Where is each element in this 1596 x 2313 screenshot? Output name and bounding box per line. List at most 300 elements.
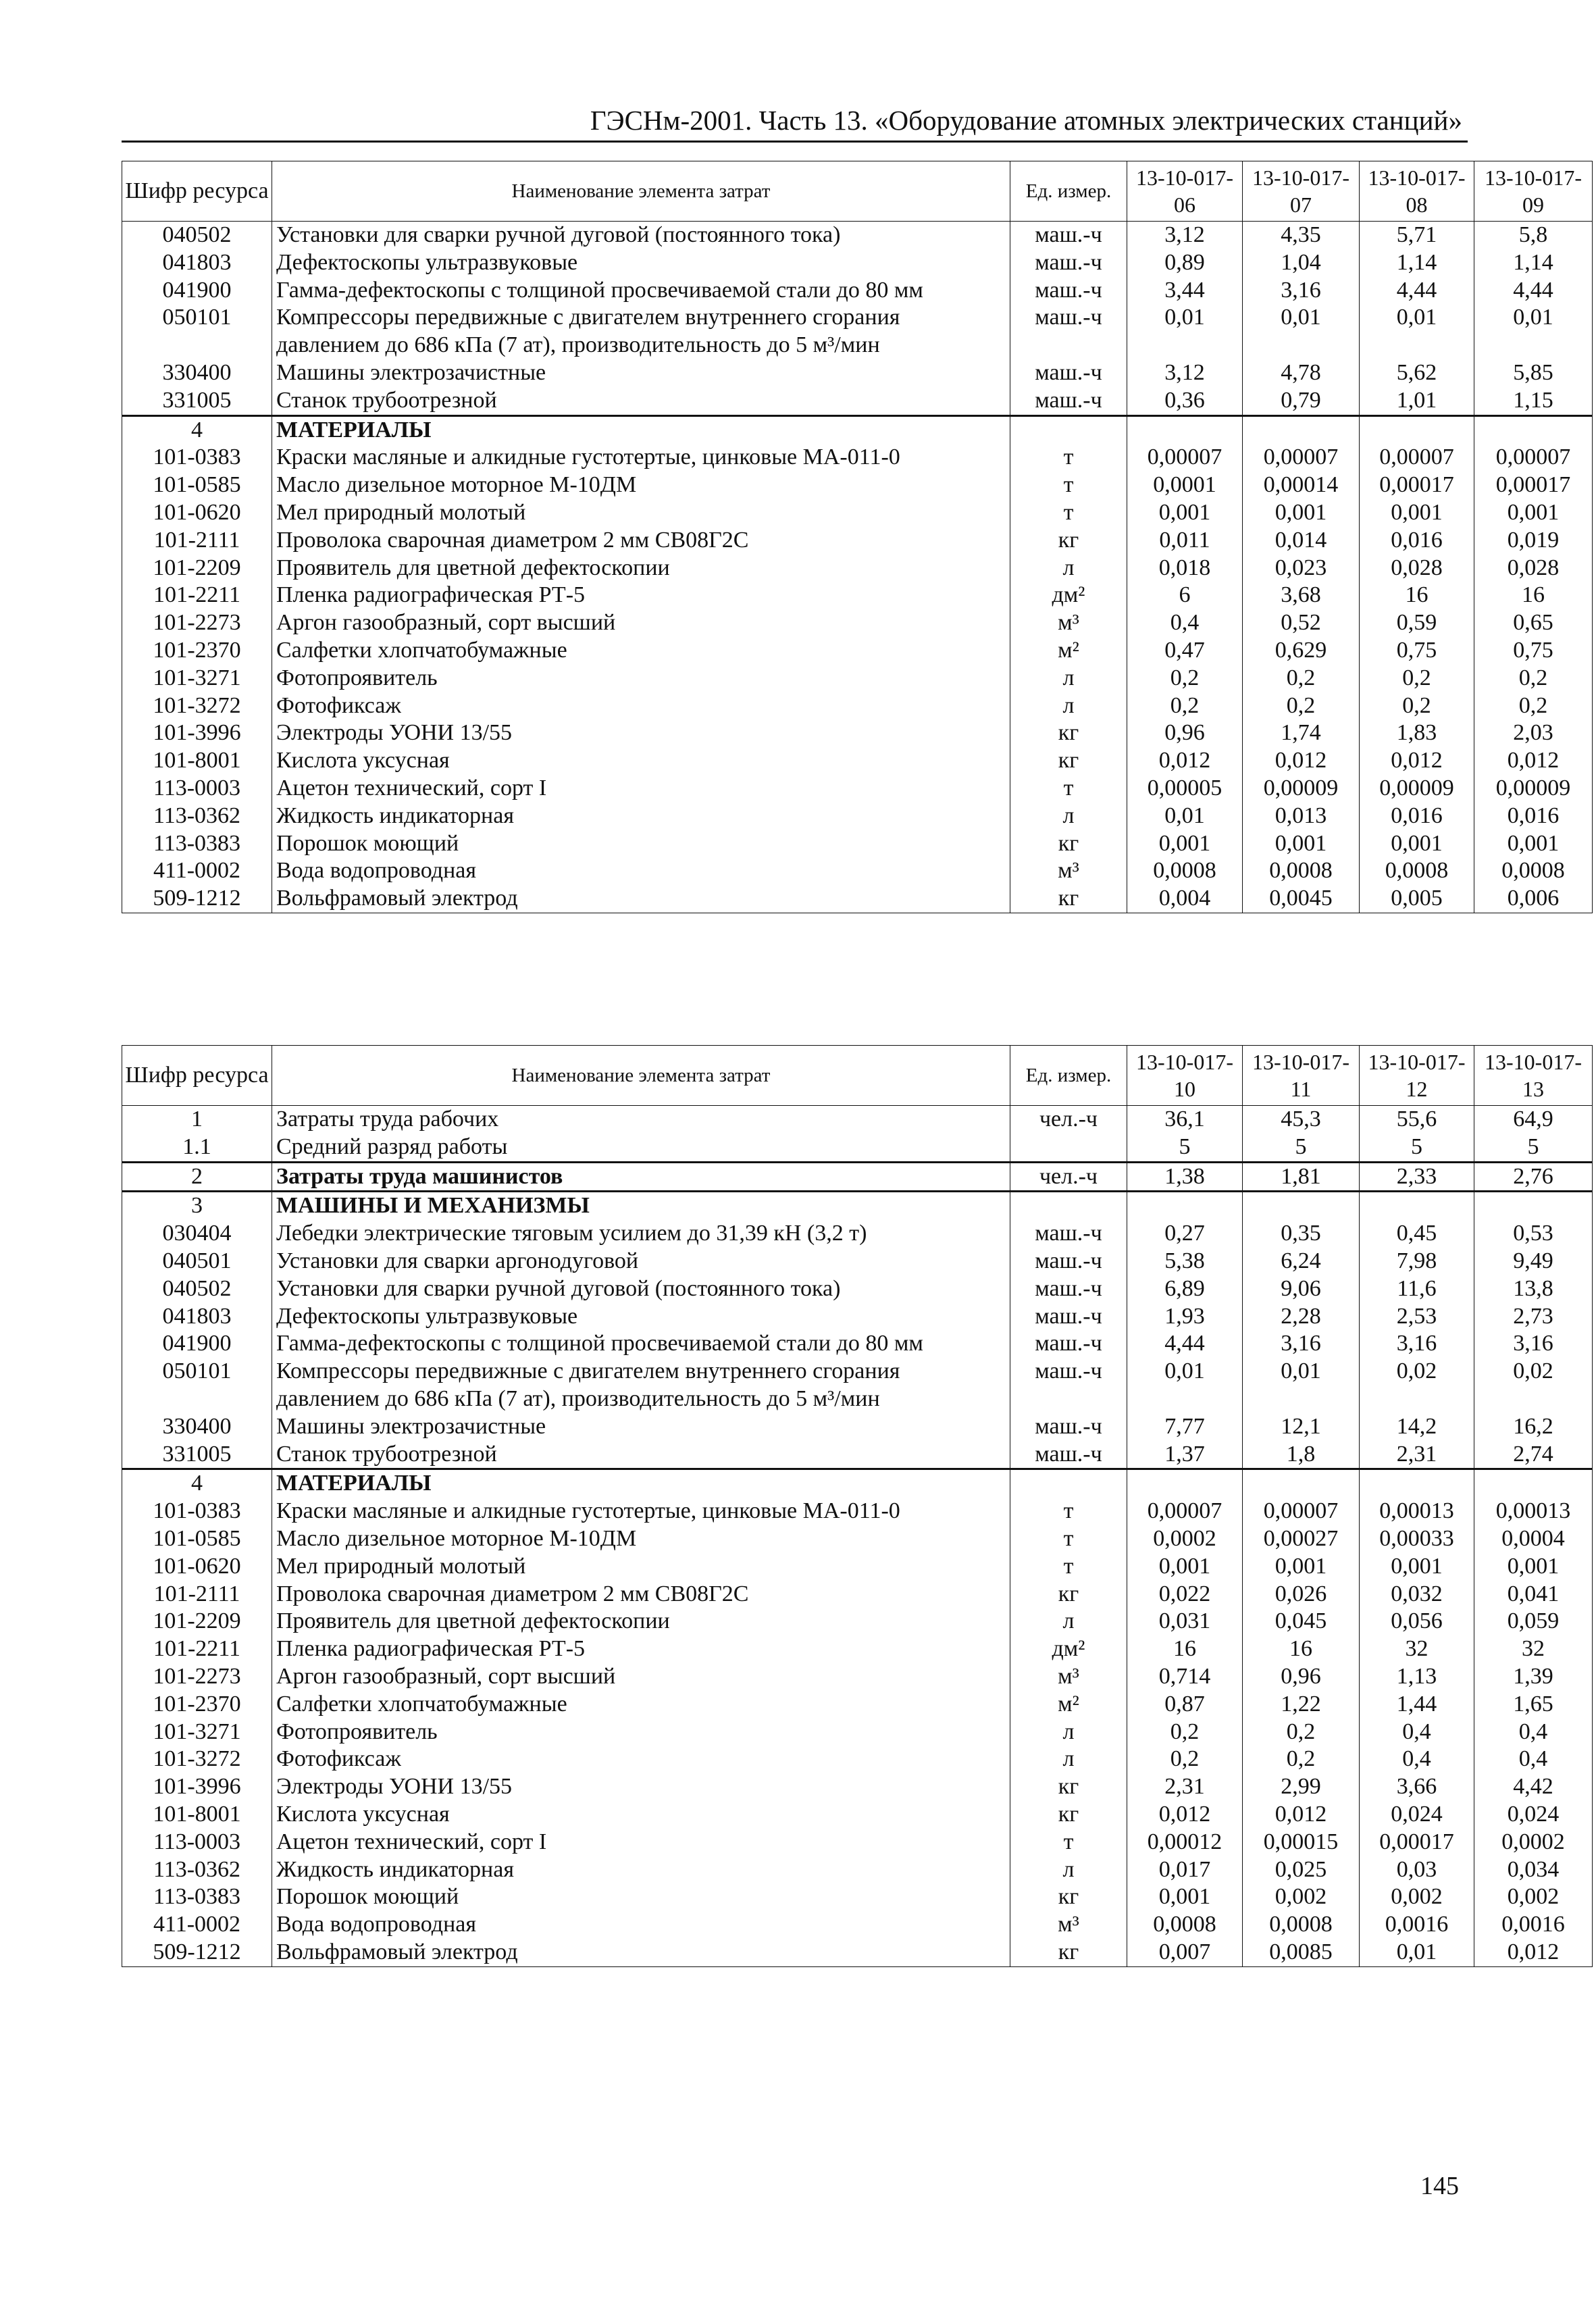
norm-value: 7,98 bbox=[1360, 1248, 1474, 1275]
unit-of-measure: чел.-ч bbox=[1010, 1106, 1127, 1134]
cost-element-name: Дефектоскопы ультразвуковые bbox=[272, 249, 1010, 277]
resource-code: 101-2111 bbox=[122, 527, 272, 555]
table-row bbox=[122, 747, 1593, 775]
table-row bbox=[122, 1275, 1593, 1303]
norm-value: 0,03 bbox=[1360, 1856, 1474, 1884]
norm-value: 0,011 bbox=[1127, 527, 1243, 555]
norm-value: 0,00007 bbox=[1360, 444, 1474, 472]
norm-value: 0,031 bbox=[1127, 1608, 1243, 1635]
norm-value: 1,14 bbox=[1360, 249, 1474, 277]
cost-element-name: Станок трубоотрезной bbox=[272, 387, 1010, 415]
norm-value: 0,0016 bbox=[1360, 1911, 1474, 1939]
resource-code: 3 bbox=[122, 1192, 272, 1220]
table-body bbox=[122, 222, 1593, 913]
norm-value: 0,27 bbox=[1127, 1220, 1243, 1248]
norm-value: 0,2 bbox=[1127, 1746, 1243, 1773]
norm-value: 0,00009 bbox=[1243, 775, 1360, 803]
resource-code: 101-8001 bbox=[122, 747, 272, 775]
norm-value: 0,2 bbox=[1127, 692, 1243, 720]
norm-value: 0,96 bbox=[1243, 1663, 1360, 1691]
norm-value: 0,2 bbox=[1243, 692, 1360, 720]
table-row bbox=[122, 1106, 1593, 1134]
norm-value: 0,35 bbox=[1243, 1220, 1360, 1248]
norm-value: 2,03 bbox=[1474, 719, 1593, 747]
resource-code: 101-0585 bbox=[122, 1525, 272, 1553]
header-title: ГЭСНм-2001. Часть 13. «Оборудование атомных электрических станций» bbox=[590, 105, 1462, 136]
table-row bbox=[122, 1911, 1593, 1939]
cost-element-name: Салфетки хлопчатобумажные bbox=[272, 637, 1010, 665]
norm-value: 0,53 bbox=[1474, 1220, 1593, 1248]
resource-code: 101-0620 bbox=[122, 1553, 272, 1581]
norm-value: 0,4 bbox=[1360, 1746, 1474, 1773]
column-header-code: Шифр ресурса bbox=[122, 1046, 272, 1106]
table-row bbox=[122, 499, 1593, 527]
unit-of-measure: маш.-ч bbox=[1010, 1275, 1127, 1303]
column-header-code: Шифр ресурса bbox=[122, 161, 272, 222]
norm-value: 0,022 bbox=[1127, 1581, 1243, 1608]
unit-of-measure: т bbox=[1010, 444, 1127, 472]
norm-value: 0,00017 bbox=[1474, 472, 1593, 499]
norm-value: 2,28 bbox=[1243, 1303, 1360, 1331]
norm-value: 3,68 bbox=[1243, 582, 1360, 609]
norm-value bbox=[1243, 415, 1360, 444]
norm-value: 2,74 bbox=[1474, 1441, 1593, 1469]
norm-value: 0,2 bbox=[1474, 665, 1593, 692]
cost-element-name: МАТЕРИАЛЫ bbox=[272, 415, 1010, 444]
norm-value: 3,16 bbox=[1243, 277, 1360, 305]
norm-value: 0,59 bbox=[1360, 609, 1474, 637]
norm-value: 0,0008 bbox=[1360, 857, 1474, 885]
resource-code: 101-3996 bbox=[122, 1773, 272, 1801]
norm-value: 0,00009 bbox=[1360, 775, 1474, 803]
unit-of-measure: т bbox=[1010, 1498, 1127, 1525]
column-header-norm bbox=[1127, 1046, 1243, 1106]
resource-code: 411-0002 bbox=[122, 857, 272, 885]
unit-of-measure: м³ bbox=[1010, 1663, 1127, 1691]
resource-code: 509-1212 bbox=[122, 1939, 272, 1966]
unit-of-measure: м² bbox=[1010, 1691, 1127, 1719]
cost-element-name: Вольфрамовый электрод bbox=[272, 885, 1010, 913]
norm-value: 0,013 bbox=[1243, 803, 1360, 830]
norm-value: 0,36 bbox=[1127, 387, 1243, 415]
table-row bbox=[122, 1856, 1593, 1884]
norm-value: 0,02 bbox=[1474, 1358, 1593, 1413]
table-row bbox=[122, 472, 1593, 499]
unit-of-measure: т bbox=[1010, 1525, 1127, 1553]
cost-element-name: Фотофиксаж bbox=[272, 692, 1010, 720]
norm-value: 0,023 bbox=[1243, 555, 1360, 582]
norm-value: 45,3 bbox=[1243, 1106, 1360, 1134]
resource-table-017-06-09 bbox=[122, 161, 1593, 913]
norm-value: 0,001 bbox=[1474, 499, 1593, 527]
norm-value: 1,22 bbox=[1243, 1691, 1360, 1719]
resource-code: 113-0362 bbox=[122, 1856, 272, 1884]
unit-of-measure: маш.-ч bbox=[1010, 1303, 1127, 1331]
norm-value: 16 bbox=[1243, 1635, 1360, 1663]
norm-value bbox=[1474, 1192, 1593, 1220]
cost-element-name: Установки для сварки аргонодуговой bbox=[272, 1248, 1010, 1275]
page-number: 145 bbox=[1420, 2172, 1459, 2200]
table-row bbox=[122, 719, 1593, 747]
resource-code: 101-2273 bbox=[122, 609, 272, 637]
norm-value: 0,0008 bbox=[1127, 857, 1243, 885]
unit-of-measure: т bbox=[1010, 472, 1127, 499]
norm-value: 6,24 bbox=[1243, 1248, 1360, 1275]
norm-value: 4,42 bbox=[1474, 1773, 1593, 1801]
norm-value bbox=[1474, 1469, 1593, 1498]
norm-value: 1,13 bbox=[1360, 1663, 1474, 1691]
table-row bbox=[122, 1248, 1593, 1275]
table-row bbox=[122, 1220, 1593, 1248]
table-row bbox=[122, 1358, 1593, 1413]
norm-value: 0,0008 bbox=[1243, 1911, 1360, 1939]
norm-value bbox=[1360, 1469, 1474, 1498]
norm-value: 5 bbox=[1474, 1134, 1593, 1162]
norm-value: 1,93 bbox=[1127, 1303, 1243, 1331]
norm-value: 0,001 bbox=[1243, 1553, 1360, 1581]
table-row bbox=[122, 582, 1593, 609]
cost-element-name: Ацетон технический, сорт I bbox=[272, 1829, 1010, 1856]
cost-element-name: Пленка радиографическая РТ-5 bbox=[272, 1635, 1010, 1663]
unit-of-measure: кг bbox=[1010, 1801, 1127, 1829]
unit-of-measure: маш.-ч bbox=[1010, 1413, 1127, 1441]
column-header-name: Наименование элемента затрат bbox=[272, 161, 1010, 222]
cost-element-name: Компрессоры передвижные с двигателем внутреннего сгорания давлением до 686 кПа (7 ат), производительность до 5 м³/мин bbox=[272, 1358, 1010, 1413]
table-row bbox=[122, 692, 1593, 720]
resource-code: 1 bbox=[122, 1106, 272, 1134]
norm-value: 0,0008 bbox=[1127, 1911, 1243, 1939]
norm-value bbox=[1360, 1192, 1474, 1220]
norm-value: 0,001 bbox=[1474, 1553, 1593, 1581]
norm-value: 0,01 bbox=[1127, 1358, 1243, 1413]
norm-value: 5,38 bbox=[1127, 1248, 1243, 1275]
norm-value: 1,8 bbox=[1243, 1441, 1360, 1469]
norm-value: 0,00012 bbox=[1127, 1829, 1243, 1856]
norm-value: 0,01 bbox=[1360, 304, 1474, 359]
norm-value: 6 bbox=[1127, 582, 1243, 609]
resource-code: 041803 bbox=[122, 1303, 272, 1331]
norm-value: 0,017 bbox=[1127, 1856, 1243, 1884]
table-row bbox=[122, 1581, 1593, 1608]
norm-value: 0,0008 bbox=[1243, 857, 1360, 885]
norm-value: 0,012 bbox=[1127, 747, 1243, 775]
running-header bbox=[122, 95, 1468, 143]
norm-value: 0,056 bbox=[1360, 1608, 1474, 1635]
cost-element-name: Жидкость индикаторная bbox=[272, 803, 1010, 830]
cost-element-name: Масло дизельное моторное М-10ДМ bbox=[272, 472, 1010, 499]
resource-code: 041803 bbox=[122, 249, 272, 277]
norm-value: 0,0004 bbox=[1474, 1525, 1593, 1553]
resource-code: 101-0620 bbox=[122, 499, 272, 527]
resource-code: 113-0003 bbox=[122, 775, 272, 803]
norm-value: 0,001 bbox=[1243, 499, 1360, 527]
norm-value: 36,1 bbox=[1127, 1106, 1243, 1134]
cost-element-name: Дефектоскопы ультразвуковые bbox=[272, 1303, 1010, 1331]
norm-value: 4,44 bbox=[1474, 277, 1593, 305]
unit-of-measure: м³ bbox=[1010, 857, 1127, 885]
cost-element-name: Фотофиксаж bbox=[272, 1746, 1010, 1773]
norm-value: 0,012 bbox=[1474, 747, 1593, 775]
resource-code: 113-0003 bbox=[122, 1829, 272, 1856]
norm-value: 0,75 bbox=[1360, 637, 1474, 665]
column-header-unit: Ед. измер. bbox=[1010, 161, 1127, 222]
cost-element-name: Машины электрозачистные bbox=[272, 359, 1010, 387]
resource-code: 101-8001 bbox=[122, 1801, 272, 1829]
norm-value: 1,14 bbox=[1474, 249, 1593, 277]
resource-code: 040502 bbox=[122, 222, 272, 249]
norm-value: 0,012 bbox=[1243, 747, 1360, 775]
norm-value: 1,81 bbox=[1243, 1162, 1360, 1192]
resource-code: 041900 bbox=[122, 277, 272, 305]
unit-of-measure: маш.-ч bbox=[1010, 222, 1127, 249]
norm-value: 0,0045 bbox=[1243, 885, 1360, 913]
table-row bbox=[122, 1303, 1593, 1331]
norm-value: 0,0002 bbox=[1474, 1829, 1593, 1856]
unit-of-measure: маш.-ч bbox=[1010, 277, 1127, 305]
resource-code: 101-2370 bbox=[122, 637, 272, 665]
resource-code: 101-2209 bbox=[122, 555, 272, 582]
unit-of-measure: л bbox=[1010, 692, 1127, 720]
norm-value: 0,0016 bbox=[1474, 1911, 1593, 1939]
cost-element-name: Проволока сварочная диаметром 2 мм СВ08Г2С bbox=[272, 1581, 1010, 1608]
resource-table-017-10-13 bbox=[122, 1045, 1593, 1967]
norm-value: 0,018 bbox=[1127, 555, 1243, 582]
unit-of-measure: л bbox=[1010, 1608, 1127, 1635]
resource-code: 041900 bbox=[122, 1330, 272, 1358]
table-row bbox=[122, 304, 1593, 359]
resource-code: 101-3271 bbox=[122, 665, 272, 692]
resource-code: 101-2273 bbox=[122, 1663, 272, 1691]
norm-value: 0,001 bbox=[1127, 499, 1243, 527]
unit-of-measure: кг bbox=[1010, 1939, 1127, 1966]
norm-value bbox=[1127, 1192, 1243, 1220]
unit-of-measure: кг bbox=[1010, 747, 1127, 775]
table-row bbox=[122, 387, 1593, 415]
unit-of-measure bbox=[1010, 1192, 1127, 1220]
norm-value: 0,00013 bbox=[1474, 1498, 1593, 1525]
norm-value: 0,028 bbox=[1360, 555, 1474, 582]
cost-element-name: Масло дизельное моторное М-10ДМ bbox=[272, 1525, 1010, 1553]
norm-value: 6,89 bbox=[1127, 1275, 1243, 1303]
cost-element-name: Аргон газообразный, сорт высший bbox=[272, 1663, 1010, 1691]
norm-value: 0,002 bbox=[1474, 1883, 1593, 1911]
unit-of-measure: т bbox=[1010, 775, 1127, 803]
norm-value: 1,01 bbox=[1360, 387, 1474, 415]
norm-value: 0,52 bbox=[1243, 609, 1360, 637]
norm-value: 0,65 bbox=[1474, 609, 1593, 637]
section-row bbox=[122, 415, 1593, 444]
norm-value: 2,73 bbox=[1474, 1303, 1593, 1331]
cost-element-name: Гамма-дефектоскопы с толщиной просвечиваемой стали до 80 мм bbox=[272, 277, 1010, 305]
unit-of-measure: маш.-ч bbox=[1010, 359, 1127, 387]
cost-element-name: Электроды УОНИ 13/55 bbox=[272, 1773, 1010, 1801]
unit-of-measure: кг bbox=[1010, 527, 1127, 555]
norm-code: 13-10-017-09 bbox=[1485, 166, 1582, 217]
resource-code: 411-0002 bbox=[122, 1911, 272, 1939]
norm-value: 0,4 bbox=[1474, 1719, 1593, 1746]
table-row bbox=[122, 359, 1593, 387]
cost-element-name: Затраты труда рабочих bbox=[272, 1106, 1010, 1134]
norm-value: 14,2 bbox=[1360, 1413, 1474, 1441]
norm-value: 1,83 bbox=[1360, 719, 1474, 747]
norm-value: 1,04 bbox=[1243, 249, 1360, 277]
norm-value: 0,001 bbox=[1243, 830, 1360, 858]
norm-value: 0,2 bbox=[1474, 692, 1593, 720]
section-row bbox=[122, 1162, 1593, 1192]
resource-code: 101-3271 bbox=[122, 1719, 272, 1746]
norm-value: 1,37 bbox=[1127, 1441, 1243, 1469]
cost-element-name: Салфетки хлопчатобумажные bbox=[272, 1691, 1010, 1719]
resource-code: 050101 bbox=[122, 1358, 272, 1413]
norm-value: 0,87 bbox=[1127, 1691, 1243, 1719]
table-row bbox=[122, 1883, 1593, 1911]
table-row bbox=[122, 1773, 1593, 1801]
norm-value: 4,35 bbox=[1243, 222, 1360, 249]
norm-value: 0,2 bbox=[1243, 665, 1360, 692]
cost-element-name: Средний разряд работы bbox=[272, 1134, 1010, 1162]
norm-value: 3,12 bbox=[1127, 222, 1243, 249]
resource-code: 101-2370 bbox=[122, 1691, 272, 1719]
table-row bbox=[122, 1330, 1593, 1358]
table-row bbox=[122, 1746, 1593, 1773]
cost-element-name: Краски масляные и алкидные густотертые, цинковые МА-011-0 bbox=[272, 1498, 1010, 1525]
norm-value: 0,002 bbox=[1243, 1883, 1360, 1911]
table-row bbox=[122, 1441, 1593, 1469]
cost-element-name: Ацетон технический, сорт I bbox=[272, 775, 1010, 803]
norm-value: 5,85 bbox=[1474, 359, 1593, 387]
norm-value: 0,059 bbox=[1474, 1608, 1593, 1635]
norm-value: 1,38 bbox=[1127, 1162, 1243, 1192]
unit-of-measure: л bbox=[1010, 665, 1127, 692]
unit-of-measure: м² bbox=[1010, 637, 1127, 665]
norm-value: 0,2 bbox=[1360, 692, 1474, 720]
norm-value: 0,001 bbox=[1360, 830, 1474, 858]
norm-value: 9,49 bbox=[1474, 1248, 1593, 1275]
resource-code: 040501 bbox=[122, 1248, 272, 1275]
table-row bbox=[122, 1413, 1593, 1441]
norm-value: 0,47 bbox=[1127, 637, 1243, 665]
unit-of-measure: кг bbox=[1010, 830, 1127, 858]
norm-value: 0,00013 bbox=[1360, 1498, 1474, 1525]
norm-value: 55,6 bbox=[1360, 1106, 1474, 1134]
norm-value: 0,014 bbox=[1243, 527, 1360, 555]
norm-value: 0,4 bbox=[1127, 609, 1243, 637]
table-row bbox=[122, 1829, 1593, 1856]
norm-value: 0,016 bbox=[1360, 803, 1474, 830]
resource-code: 101-0383 bbox=[122, 1498, 272, 1525]
unit-of-measure: дм² bbox=[1010, 582, 1127, 609]
norm-value: 2,53 bbox=[1360, 1303, 1474, 1331]
unit-of-measure: маш.-ч bbox=[1010, 1220, 1127, 1248]
table-row bbox=[122, 1608, 1593, 1635]
norm-value: 0,025 bbox=[1243, 1856, 1360, 1884]
resource-code: 101-2209 bbox=[122, 1608, 272, 1635]
unit-of-measure: л bbox=[1010, 1746, 1127, 1773]
unit-of-measure: л bbox=[1010, 1856, 1127, 1884]
resource-code: 330400 bbox=[122, 1413, 272, 1441]
table-row bbox=[122, 1553, 1593, 1581]
resource-code: 101-2211 bbox=[122, 1635, 272, 1663]
table-header-row bbox=[122, 1046, 1593, 1106]
norm-value: 0,028 bbox=[1474, 555, 1593, 582]
norm-value: 0,0085 bbox=[1243, 1939, 1360, 1966]
norm-value bbox=[1474, 415, 1593, 444]
norm-value: 0,714 bbox=[1127, 1663, 1243, 1691]
unit-of-measure: кг bbox=[1010, 719, 1127, 747]
table-row bbox=[122, 609, 1593, 637]
norm-value: 0,004 bbox=[1127, 885, 1243, 913]
unit-of-measure: м³ bbox=[1010, 609, 1127, 637]
norm-value: 0,01 bbox=[1474, 304, 1593, 359]
unit-of-measure: кг bbox=[1010, 1773, 1127, 1801]
norm-value: 0,0008 bbox=[1474, 857, 1593, 885]
norm-value: 3,16 bbox=[1360, 1330, 1474, 1358]
norm-value: 0,024 bbox=[1474, 1801, 1593, 1829]
norm-value: 0,024 bbox=[1360, 1801, 1474, 1829]
column-header-norm bbox=[1360, 161, 1474, 222]
norm-value: 0,001 bbox=[1127, 1883, 1243, 1911]
norm-value: 1,15 bbox=[1474, 387, 1593, 415]
norm-value: 16 bbox=[1127, 1635, 1243, 1663]
unit-of-measure: м³ bbox=[1010, 1911, 1127, 1939]
norm-value: 0,89 bbox=[1127, 249, 1243, 277]
norm-value: 0,012 bbox=[1474, 1939, 1593, 1966]
norm-value: 0,012 bbox=[1243, 1801, 1360, 1829]
norm-value: 5,62 bbox=[1360, 359, 1474, 387]
norm-value: 5 bbox=[1360, 1134, 1474, 1162]
norm-value: 0,2 bbox=[1243, 1719, 1360, 1746]
norm-value bbox=[1360, 415, 1474, 444]
column-header-norm bbox=[1474, 161, 1593, 222]
cost-element-name: Фотопроявитель bbox=[272, 1719, 1010, 1746]
norm-value: 0,032 bbox=[1360, 1581, 1474, 1608]
norm-value: 0,019 bbox=[1474, 527, 1593, 555]
norm-value: 32 bbox=[1360, 1635, 1474, 1663]
norm-value: 9,06 bbox=[1243, 1275, 1360, 1303]
norm-value: 0,00009 bbox=[1474, 775, 1593, 803]
column-header-name: Наименование элемента затрат bbox=[272, 1046, 1010, 1106]
cost-element-name: Проявитель для цветной дефектоскопии bbox=[272, 1608, 1010, 1635]
table-row bbox=[122, 1134, 1593, 1162]
norm-value: 12,1 bbox=[1243, 1413, 1360, 1441]
norm-value: 0,001 bbox=[1127, 1553, 1243, 1581]
norm-value: 0,001 bbox=[1360, 1553, 1474, 1581]
cost-element-name: Затраты труда машинистов bbox=[272, 1162, 1010, 1192]
cost-element-name: Вольфрамовый электрод bbox=[272, 1939, 1010, 1966]
norm-value: 0,045 bbox=[1243, 1608, 1360, 1635]
cost-element-name: Фотопроявитель bbox=[272, 665, 1010, 692]
resource-code: 4 bbox=[122, 1469, 272, 1498]
table-row bbox=[122, 444, 1593, 472]
cost-element-name: Порошок моющий bbox=[272, 830, 1010, 858]
unit-of-measure: т bbox=[1010, 1553, 1127, 1581]
cost-element-name: Кислота уксусная bbox=[272, 1801, 1010, 1829]
cost-element-name: Лебедки электрические тяговым усилием до 31,39 кН (3,2 т) bbox=[272, 1220, 1010, 1248]
resource-code: 101-0585 bbox=[122, 472, 272, 499]
norm-value: 0,001 bbox=[1474, 830, 1593, 858]
table-row bbox=[122, 1525, 1593, 1553]
cost-element-name: Электроды УОНИ 13/55 bbox=[272, 719, 1010, 747]
norm-value: 13,8 bbox=[1474, 1275, 1593, 1303]
norm-value bbox=[1243, 1469, 1360, 1498]
norm-value: 0,00005 bbox=[1127, 775, 1243, 803]
norm-value: 0,016 bbox=[1474, 803, 1593, 830]
norm-value: 0,00015 bbox=[1243, 1829, 1360, 1856]
table-row bbox=[122, 1498, 1593, 1525]
table-row bbox=[122, 222, 1593, 249]
resource-code: 101-2111 bbox=[122, 1581, 272, 1608]
resource-code: 101-2211 bbox=[122, 582, 272, 609]
